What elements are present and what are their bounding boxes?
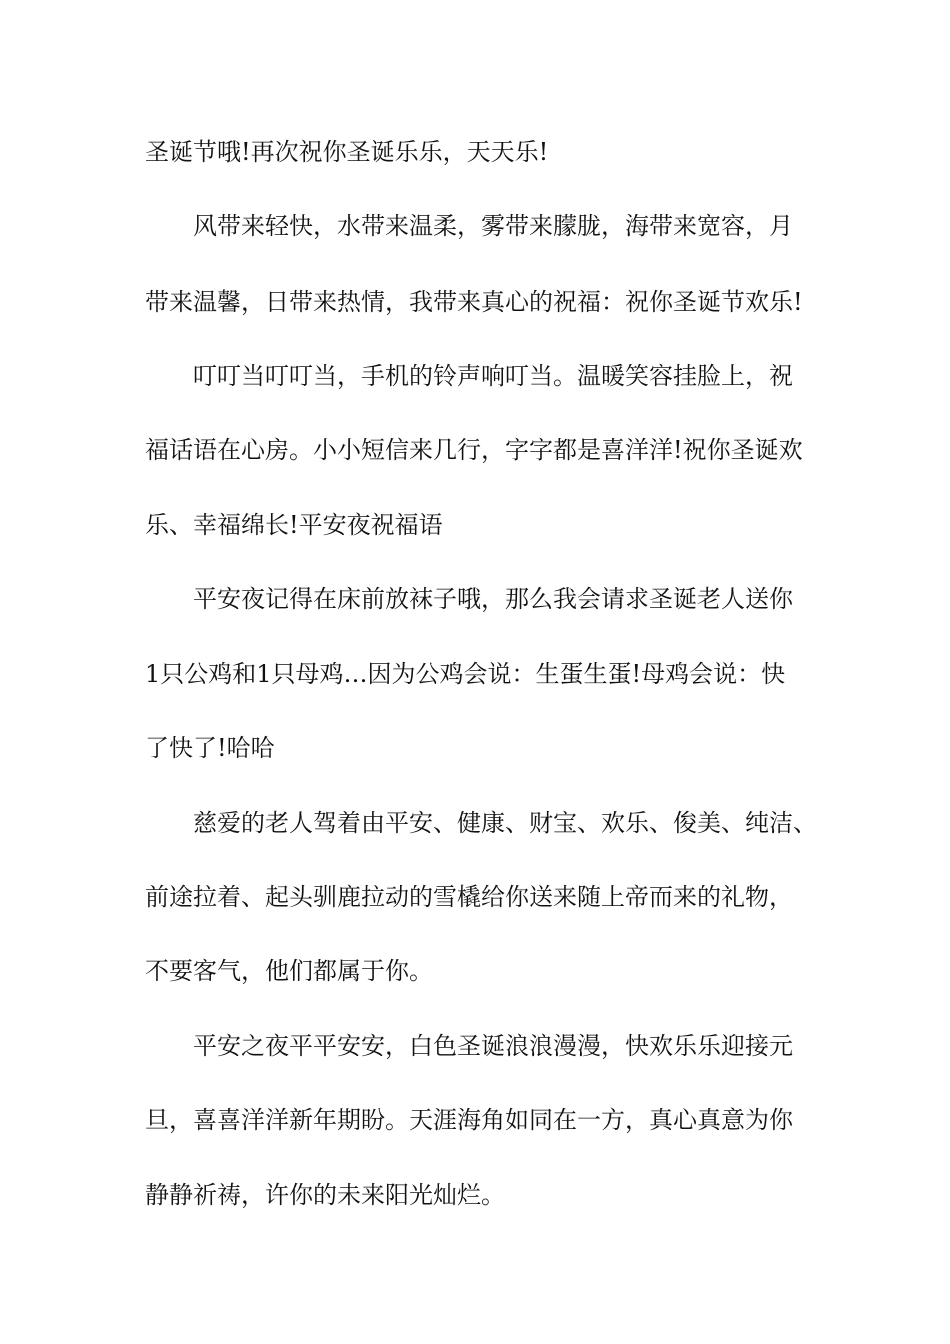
- text-line-1: 圣诞节哦!再次祝你圣诞乐乐，天天乐!: [145, 138, 549, 166]
- text-line-4: 叮叮当叮叮当，手机的铃声响叮当。温暖笑容挂脸上，祝: [193, 362, 793, 390]
- text-line-14: 旦，喜喜洋洋新年期盼。天涯海角如同在一方，真心真意为你: [145, 1106, 793, 1134]
- text-line-6: 乐、幸福绵长!平安夜祝福语: [145, 511, 443, 539]
- text-line-7: 平安夜记得在床前放袜子哦，那么我会请求圣诞老人送你: [193, 585, 793, 613]
- text-line-9: 了快了!哈哈: [145, 734, 275, 762]
- text-line-2: 风带来轻快，水带来温柔，雾带来朦胧，海带来宽容，月: [193, 212, 793, 240]
- text-line-13: 平安之夜平平安安，白色圣诞浪浪漫漫，快欢乐乐迎接元: [193, 1032, 793, 1060]
- text-line-10: 慈爱的老人驾着由平安、健康、财宝、欢乐、俊美、纯洁、: [193, 809, 817, 837]
- text-line-5: 福话语在心房。小小短信来几行，字字都是喜洋洋!祝你圣诞欢: [145, 436, 803, 464]
- text-line-8: 1只公鸡和1只母鸡…因为公鸡会说：生蛋生蛋!母鸡会说：快: [145, 660, 786, 688]
- text-line-15: 静静祈祷，许你的未来阳光灿烂。: [145, 1181, 505, 1209]
- text-line-3: 带来温馨，日带来热情，我带来真心的祝福：祝你圣诞节欢乐!: [145, 288, 803, 316]
- text-line-11: 前途拉着、起头驯鹿拉动的雪橇给你送来随上帝而来的礼物，: [145, 883, 793, 911]
- text-line-12: 不要客气，他们都属于你。: [145, 957, 433, 985]
